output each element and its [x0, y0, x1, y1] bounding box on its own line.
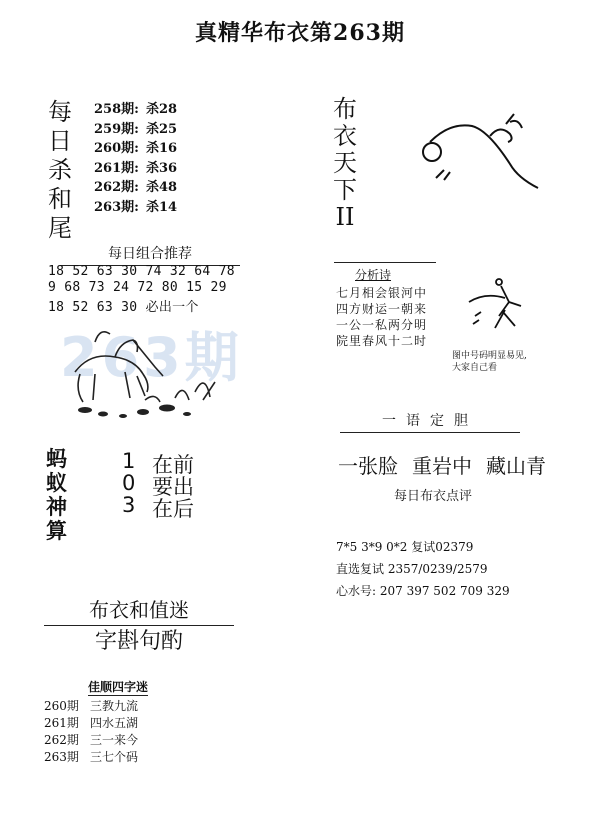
buyi-char: 布	[333, 95, 357, 123]
list-item	[94, 159, 177, 179]
daily-kill-label	[48, 100, 72, 245]
riddle-text: 三七个码	[90, 750, 139, 764]
poem-note: 图中号码明显易见,	[452, 351, 527, 361]
poem-line: 七月相会银河中	[336, 286, 428, 300]
number-line: 7*5 3*9 0*2 复试02379	[336, 540, 474, 554]
poem-note: 大家自己看	[452, 363, 498, 373]
daily-kill-char: 尾	[48, 214, 72, 242]
list-item	[94, 100, 177, 120]
period-label: 259期:	[94, 121, 139, 137]
poem-line: 院里春风十二时	[336, 334, 428, 348]
period-label: 260期	[44, 699, 79, 713]
daily-kill-char: 杀	[48, 156, 72, 184]
mountain-sun-illustration	[410, 100, 560, 200]
list-item	[44, 697, 138, 714]
daily-kill-char: 和	[48, 185, 72, 213]
period-label: 262期:	[94, 180, 139, 195]
ant-char: 神	[46, 494, 67, 519]
yiyu-subtitle: 每日布衣点评	[394, 489, 473, 504]
list-item	[44, 748, 138, 765]
four-char-header: 佳顺四字迷	[88, 680, 149, 694]
ant-text: 在前	[152, 453, 194, 477]
period-label: 263期	[44, 750, 79, 764]
buyi-label	[333, 97, 357, 232]
period-label: 261期:	[94, 160, 139, 176]
ant-number: 0	[122, 471, 136, 495]
riddle-text: 三一来今	[90, 733, 139, 747]
buyi-char: II	[335, 203, 355, 231]
list-item	[94, 120, 177, 140]
period-label: 261期	[44, 716, 79, 730]
combo-line: 18 52 63 30 必出一个	[48, 300, 199, 315]
poem-divider	[334, 262, 436, 263]
combo-header: 每日组合推荐	[60, 243, 240, 266]
yiyu-phrase: 藏山青	[486, 454, 546, 478]
buyi-char: 天	[333, 149, 357, 177]
runner-illustration	[465, 272, 535, 342]
kill-value: 杀25	[146, 121, 178, 137]
combo-line: 18 52 63 30 74 32 64 78	[48, 264, 235, 279]
poem-line: 四方财运一朝来	[336, 302, 428, 316]
yiyu-phrase: 一张脸	[338, 454, 398, 478]
ant-number: 1	[122, 449, 136, 473]
ant-text: 在后	[152, 497, 194, 521]
list-item	[94, 139, 177, 159]
daily-kill-char: 每	[48, 98, 72, 126]
poem-header: 分析诗	[355, 268, 392, 282]
ant-text: 要出	[152, 475, 194, 499]
period-label: 262期	[44, 733, 79, 747]
grazing-horse-illustration	[55, 312, 230, 422]
ant-char: 蚁	[46, 470, 67, 495]
daily-kill-list	[94, 100, 177, 217]
kill-value: 杀28	[146, 102, 178, 117]
combo-line: 9 68 73 24 72 80 15 29	[48, 280, 227, 295]
list-item	[44, 731, 138, 748]
poem-line: 一公一私两分明	[336, 318, 428, 332]
riddle-body: 字斟句酌	[94, 629, 183, 654]
list-item	[44, 714, 138, 731]
buyi-char: 衣	[333, 122, 357, 150]
buyi-char: 下	[333, 176, 357, 204]
page-title: 真精华布衣第263期	[195, 20, 405, 46]
yiyu-phrases	[338, 450, 560, 479]
watermark-logo: 263期	[60, 326, 243, 389]
list-item	[94, 198, 177, 218]
list-item	[94, 178, 177, 198]
kill-value: 杀16	[146, 141, 178, 156]
riddle-text: 四水五湖	[90, 716, 139, 730]
ant-char: 蚂	[46, 446, 67, 471]
yiyu-phrase: 重岩中	[412, 454, 472, 478]
riddle-header: 布衣和值迷	[44, 594, 234, 626]
yiyu-header: 一语定胆	[340, 410, 520, 433]
period-label: 260期:	[94, 141, 139, 156]
ant-calc-label	[46, 448, 67, 544]
number-line: 直选复试 2357/0239/2579	[336, 562, 488, 576]
riddle-text: 三教九流	[90, 699, 139, 713]
kill-value: 杀36	[146, 160, 178, 176]
ant-char: 算	[46, 518, 67, 543]
ant-number: 3	[122, 493, 136, 517]
kill-value: 杀48	[146, 180, 178, 195]
period-label: 263期:	[94, 199, 139, 215]
kill-value: 杀14	[146, 199, 178, 215]
daily-kill-char: 日	[48, 127, 72, 155]
period-label: 258期:	[94, 102, 139, 117]
number-line: 心水号: 207 397 502 709 329	[336, 584, 510, 598]
